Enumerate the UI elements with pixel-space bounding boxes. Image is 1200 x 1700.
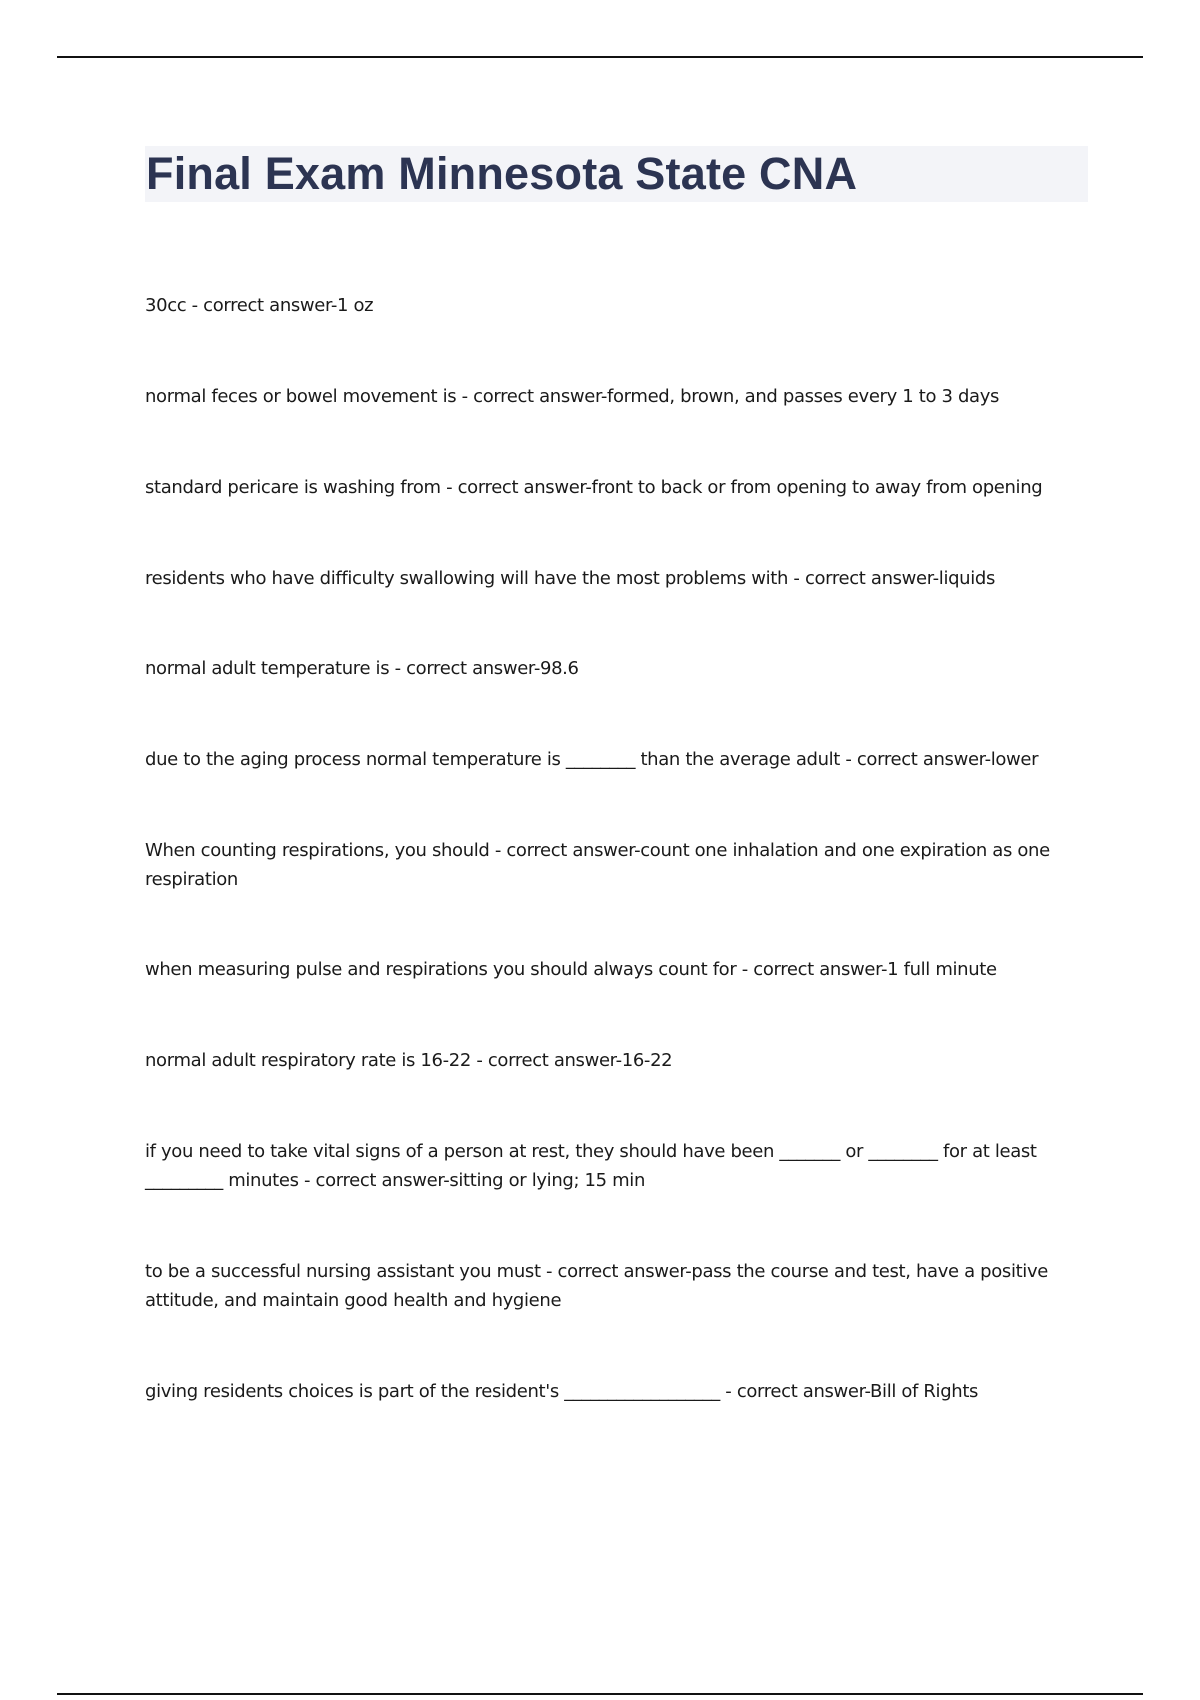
qa-item: residents who have difficulty swallowing will have the most problems with - correct answer-liquids <box>145 568 995 589</box>
qa-item: normal adult temperature is - correct answer-98.6 <box>145 658 579 679</box>
document-title: Final Exam Minnesota State CNA <box>146 148 858 199</box>
qa-item: 30cc - correct answer-1 oz <box>145 295 374 316</box>
qa-item: normal adult respiratory rate is 16-22 - correct answer-16-22 <box>145 1050 673 1071</box>
qa-item: to be a successful nursing assistant you must - correct answer-pass the course and test, have a positive attitude, and maintain good health and hygiene <box>145 1261 1048 1311</box>
qa-item: normal feces or bowel movement is - correct answer-formed, brown, and passes every 1 to 3 days <box>145 386 1000 407</box>
qa-item: standard pericare is washing from - correct answer-front to back or from opening to away from opening <box>145 477 1043 498</box>
qa-item: due to the aging process normal temperature is ________ than the average adult - correct answer-lower <box>145 749 1039 770</box>
top-rule <box>57 56 1143 58</box>
qa-item: When counting respirations, you should - correct answer-count one inhalation and one expiration as one respiration <box>145 840 1050 890</box>
qa-item: when measuring pulse and respirations you should always count for - correct answer-1 full minute <box>145 959 997 980</box>
qa-item: if you need to take vital signs of a person at rest, they should have been _______ or ________ for at least _________ minutes - correct answer-sitting or lying; 15 min <box>145 1141 1037 1191</box>
qa-item: giving residents choices is part of the resident's __________________ - correct answer-Bill of Rights <box>145 1381 979 1402</box>
bottom-rule <box>57 1693 1143 1695</box>
